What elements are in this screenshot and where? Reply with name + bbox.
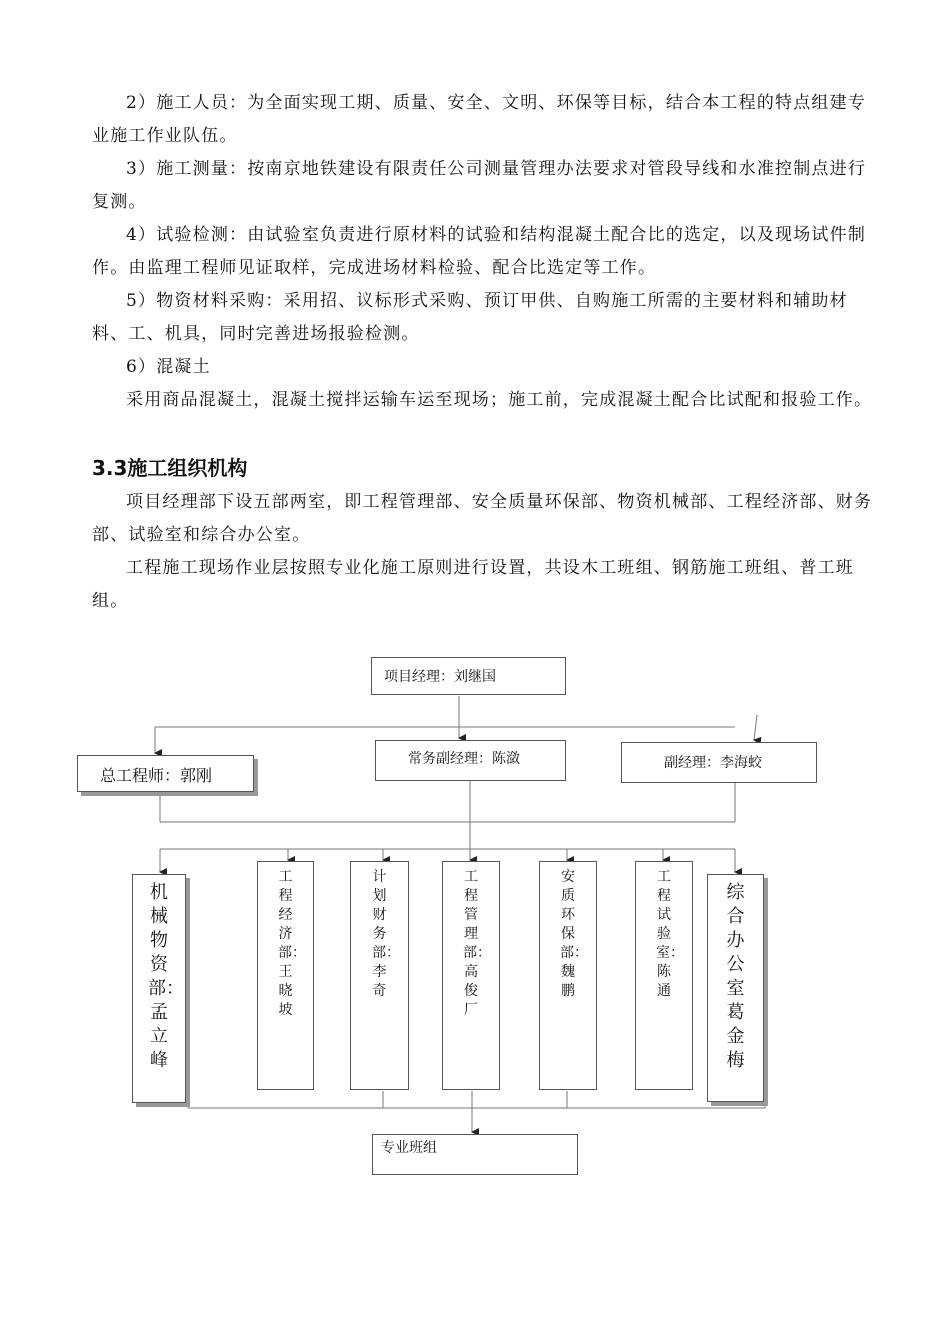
department-label: 工程管理部：高俊厂 [463, 869, 491, 1018]
department-engineering-management [442, 861, 500, 1090]
department-safety-quality-env [539, 861, 597, 1090]
department-label: 安质环保部：魏 鹏 [560, 869, 589, 999]
department-label: 工程试验室：陈 通 [656, 869, 685, 999]
paragraph-construction-personnel: 2）施工人员：为全面实现工期、质量、安全、文明、环保等目标，结合本工程的特点组建专业施工作业队伍。 [92, 93, 867, 146]
department-machinery-materials [132, 874, 186, 1103]
paragraph-work-teams: 工程施工现场作业层按照专业化施工原则进行设置，共设木工班组、钢筋施工班组、普工班组。 [92, 558, 854, 611]
paragraph-testing: 4）试验检测：由试验室负责进行原材料的试验和结构混凝土配合比的选定，以及现场试件制作。由监理工程师见证取样，完成进场材料检验、配合比选定等工作。 [92, 225, 867, 278]
department-label: 计划财务部：李 奇 [372, 869, 401, 999]
department-testing-lab [635, 861, 693, 1090]
department-label: 综合办公室葛金梅 [726, 882, 745, 1071]
paragraph-construction-survey: 3）施工测量：按南京地铁建设有限责任公司测量管理办法要求对管段导线和水准控制点进行复测。 [92, 159, 867, 212]
department-engineering-economics [257, 861, 314, 1090]
paragraph-concrete-body: 采用商品混凝土，混凝土搅拌运输车运至现场；施工前，完成混凝土配合比试配和报验工作。 [126, 390, 873, 410]
project-manager-box [371, 657, 566, 695]
professional-teams-box [372, 1134, 578, 1175]
deputy-manager-label: 副经理：李海蛟 [664, 755, 762, 771]
paragraph-concrete-title: 6）混凝土 [126, 357, 211, 377]
chief-engineer-label: 总工程师：郭刚 [100, 766, 213, 785]
section-heading: 3.3施工组织机构 [92, 456, 248, 480]
chief-engineer-box [77, 755, 254, 792]
executive-deputy-label: 常务副经理：陈潋 [408, 751, 520, 767]
executive-deputy-box [375, 740, 566, 781]
department-label: 工程经济部：王晓坡 [278, 869, 306, 1018]
paragraph-material-procurement: 5）物资材料采购：采用招、议标形式采购、预订甲供、自购施工所需的主要材料和辅助材料、工、机具，同时完善进场报验检测。 [92, 291, 848, 344]
project-manager-label: 项目经理：刘继国 [384, 669, 496, 685]
deputy-manager-box [621, 742, 817, 783]
professional-teams-label: 专业班组 [381, 1140, 437, 1156]
department-general-office [707, 874, 764, 1102]
department-planning-finance [350, 861, 409, 1090]
paragraph-departments: 项目经理部下设五部两室，即工程管理部、安全质量环保部、物资机械部、工程经济部、财务部、试验室和综合办公室。 [92, 492, 873, 545]
department-label: 机械物资部：孟立峰 [148, 882, 184, 1071]
